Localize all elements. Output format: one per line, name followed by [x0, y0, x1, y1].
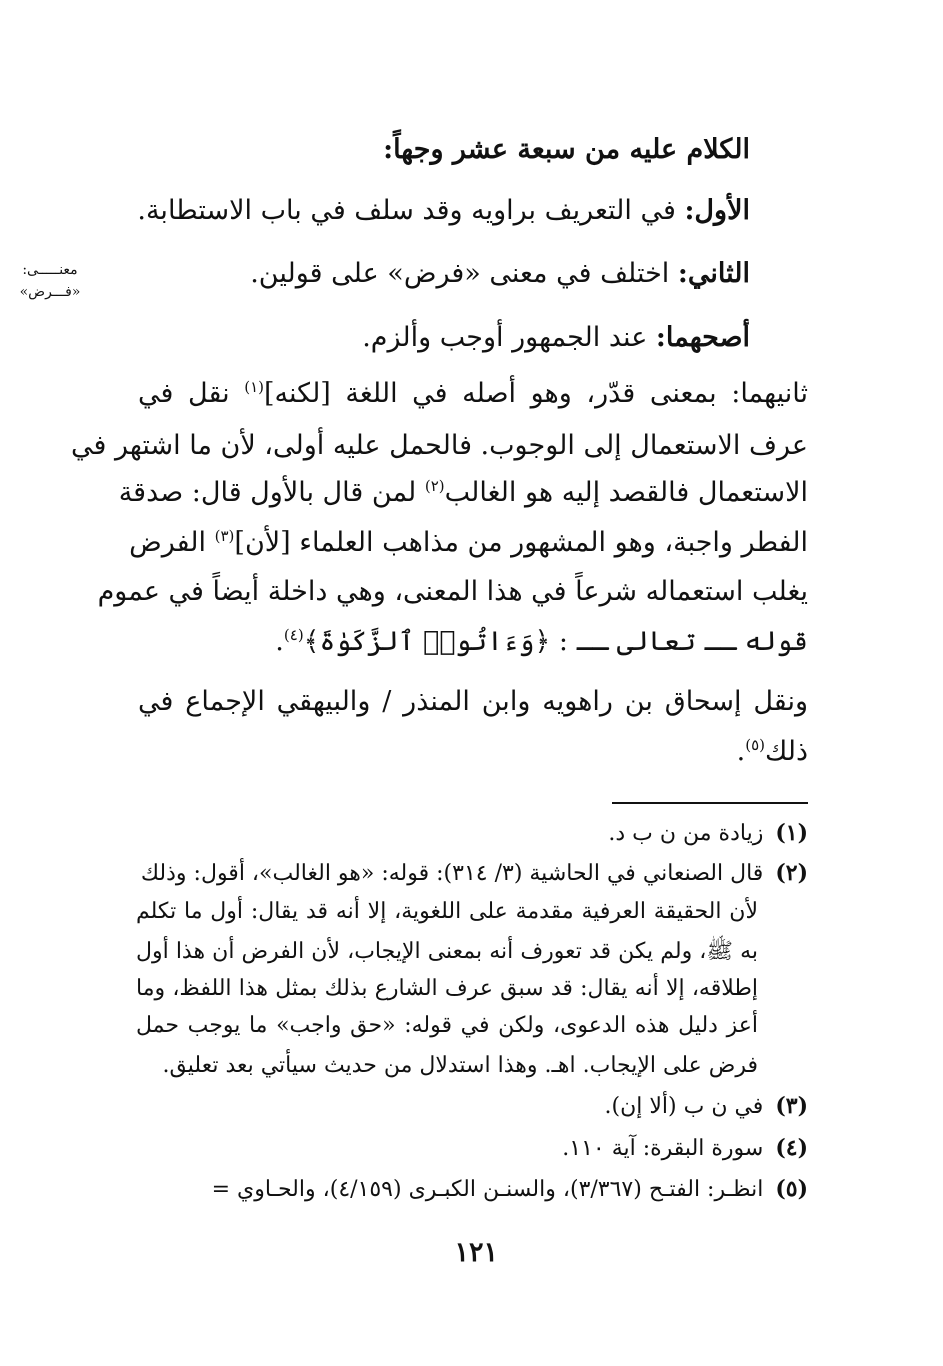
- heading-line: [383, 134, 750, 165]
- footnote-continuation: [136, 1013, 758, 1038]
- text-line: [138, 378, 808, 409]
- line-text: ونقل إسحاق بن راهويه وابن المنذر / والبيهقي الإجماع في: [138, 686, 808, 717]
- line-text: الفرض: [129, 527, 215, 558]
- line-label: الثاني:: [677, 258, 750, 289]
- page-number-text: ١٢١: [454, 1237, 498, 1268]
- footnote-number: (٢): [775, 860, 808, 886]
- text-line: [97, 576, 808, 607]
- footnote: [562, 1135, 808, 1161]
- section-heading: الكلام عليه من سبعة عشر وجهاً:: [383, 134, 750, 165]
- footnote-text: فرض على الإيجاب. اهـ. وهذا استدلال من حديث سيأتي بعد تعليق.: [162, 1053, 758, 1078]
- margin-note-line2: «فـــرض»: [19, 284, 81, 300]
- text-line: [275, 626, 808, 657]
- footnote-continuation: [136, 976, 758, 1001]
- footnote-text: أعز دليل هذه الدعوى، ولكن في قوله: «حق واجب» ما يوجب حمل: [136, 1013, 758, 1038]
- footnote-continuation: [136, 899, 758, 924]
- footnote-text: لأن الحقيقة العرفية مقدمة على اللغوية، إلا أنه قد يقال: أول ما تكلم: [136, 899, 758, 924]
- text-line: [129, 527, 808, 558]
- line-text: الفطر واجبة، وهو المشهور من مذاهب العلماء [لأن]: [234, 527, 808, 558]
- text-line: [138, 686, 808, 717]
- line-text: اختلف في معنى «فرض» على قولين.: [250, 258, 678, 289]
- footnote-ref: (٥): [745, 736, 765, 754]
- footnote-text: زيادة من ن ب د.: [608, 821, 764, 846]
- footnote-text: سورة البقرة: آية ١١٠.: [562, 1136, 764, 1161]
- margin-note-line1: معنـــــى:: [22, 262, 78, 278]
- line-text: الاستعمال فالقصد إليه هو الغالب: [444, 477, 808, 508]
- text-line: [737, 736, 808, 767]
- line-label: الأول:: [684, 195, 750, 226]
- text-line: [118, 477, 808, 508]
- text-line: [71, 430, 808, 461]
- footnote-number: (١): [775, 820, 808, 846]
- margin-note: [15, 262, 85, 300]
- footnote-text: قال الصنعاني في الحاشية (٣/ ٣١٤): قوله: «هو الغالب»، أقول: وذلك: [140, 861, 764, 886]
- footnote: [141, 860, 808, 886]
- footnote-continuation: [162, 1053, 758, 1078]
- footnote-number: (٥): [775, 1176, 808, 1202]
- line-text: عرف الاستعمال إلى الوجوب. فالحمل عليه أولى، لأن ما اشتهر في: [71, 430, 808, 461]
- line-text: يغلب استعماله شرعاً في هذا المعنى، وهي داخلة أيضاً في عموم: [97, 576, 808, 607]
- footnote-text: به ﷺ، ولم يكن قد تعورف أنه بمعنى الإيجاب، لأن الفرض أن هذا أول: [136, 939, 758, 964]
- page-number: [454, 1237, 498, 1268]
- line-text: في التعريف براويه وقد سلف في باب الاستطابة.: [137, 195, 685, 226]
- text-line: [362, 322, 750, 353]
- line-text: ثانيهما: بمعنى قدّر، وهو أصله في اللغة [لكنه]: [264, 378, 809, 409]
- footnote-ref: (٢): [424, 477, 445, 495]
- footnote-number: (٣): [775, 1093, 808, 1119]
- line-text: .: [275, 626, 284, 657]
- line-text: عند الجمهور أوجب وألزم.: [362, 322, 656, 353]
- line-text: ذلك: [764, 736, 808, 767]
- footnote-text: إطلاقه، إلا أنه يقال: قد سبق عرف الشارع بذلك بمثل هذا اللفظ، وما: [136, 976, 758, 1001]
- text-line: [250, 258, 750, 289]
- footnote: [605, 1093, 808, 1119]
- quran-verse: قوله ــ تعالى ــ : ﴿وَءَاتُوا۟ ٱلزَّكَوٰةَ﴾: [303, 626, 808, 657]
- footnote-ref: (٤): [283, 626, 304, 644]
- footnote: [608, 820, 808, 846]
- line-text: .: [736, 736, 746, 767]
- line-label: أصحهما:: [655, 322, 750, 353]
- line-text: نقل في: [138, 378, 245, 409]
- footnote-text: في ن ب (ألا إن).: [604, 1094, 764, 1119]
- footnote-continuation: [136, 937, 758, 969]
- line-text: لمن قال بالأول قال: صدقة: [118, 477, 425, 508]
- footnote-text: انظـر: الفتـح (٣/٣٦٧)، والسنـن الكبـرى (٤/١٥٩)، والحـاوي =: [211, 1177, 764, 1202]
- text-line: [137, 195, 750, 226]
- footnote: [212, 1176, 808, 1202]
- footnote-ref: (١): [244, 378, 264, 396]
- footnote-number: (٤): [775, 1135, 808, 1161]
- footnote-ref: (٣): [214, 527, 235, 545]
- footnote-separator: [612, 802, 808, 804]
